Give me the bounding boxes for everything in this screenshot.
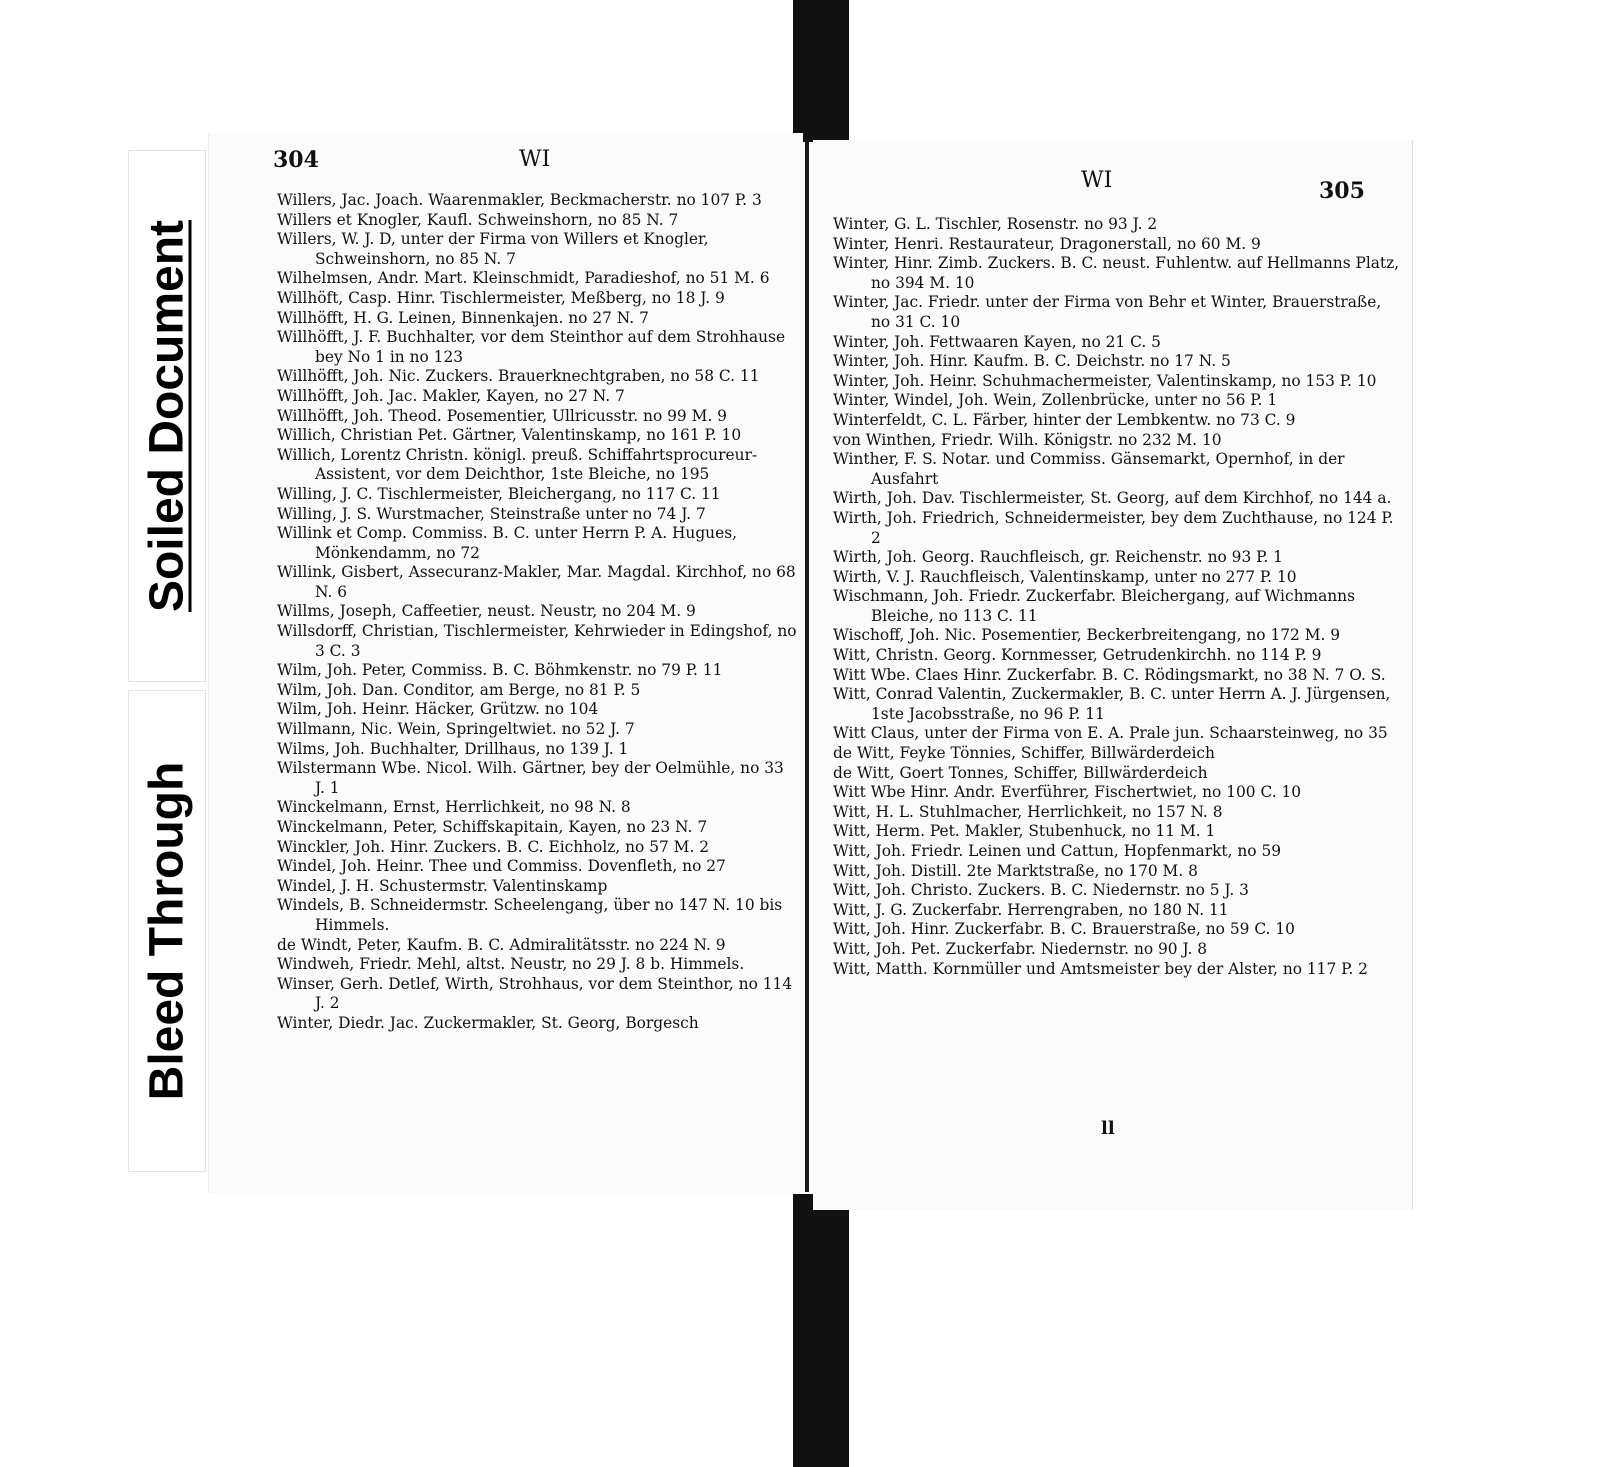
directory-entry: Willhöfft, J. F. Buchhalter, vor dem Steinthor auf dem Strohhause bey No 1 in no 123 xyxy=(277,328,786,366)
page-gutter xyxy=(805,140,809,1192)
directory-entry: Wilstermann Wbe. Nicol. Wilh. Gärtner, bey der Oelmühle, no 33 J. 1 xyxy=(277,759,784,797)
right-page xyxy=(813,140,1413,1210)
directory-entry: Windel, J. H. Schustermstr. Valentinskamp xyxy=(277,876,608,895)
directory-entry: Witt, Matth. Kornmüller und Amtsmeister bey der Alster, no 117 P. 2 xyxy=(833,959,1368,978)
directory-entry: Winter, Joh. Hinr. Kaufm. B. C. Deichstr. no 17 N. 5 xyxy=(833,352,1231,371)
left-page-number: 304 xyxy=(273,147,319,173)
directory-entry: Wilhelmsen, Andr. Mart. Kleinschmidt, Paradieshof, no 51 M. 6 xyxy=(277,269,770,288)
directory-entry: Wirth, Joh. Dav. Tischlermeister, St. Georg, auf dem Kirchhof, no 144 a. xyxy=(833,489,1392,508)
directory-entry: Willsdorff, Christian, Tischlermeister, Kehrwieder in Edingshof, no 3 C. 3 xyxy=(277,622,797,660)
directory-entry: Wirth, Joh. Friedrich, Schneidermeister, bey dem Zuchthause, no 124 P. 2 xyxy=(833,508,1394,547)
directory-entry: Willers et Knogler, Kaufl. Schweinshorn, no 85 N. 7 xyxy=(277,210,679,229)
directory-entry: Wilm, Joh. Peter, Commiss. B. C. Böhmkenstr. no 79 P. 11 xyxy=(277,661,723,680)
directory-entry: Winther, F. S. Notar. und Commiss. Gänsemarkt, Opernhof, in der Ausfahrt xyxy=(833,450,1345,488)
directory-entry: Winterfeldt, C. L. Färber, hinter der Lembkentw. no 73 C. 9 xyxy=(833,410,1296,429)
directory-entry: Willich, Lorentz Christn. königl. preuß. Schiffahrtsprocureur-Assistent, vor dem Deichthor, 1ste Bleiche, no 195 xyxy=(277,445,758,484)
directory-entry: Willing, J. S. Wurstmacher, Steinstraße unter no 74 J. 7 xyxy=(277,504,706,523)
directory-entry: Winter, Diedr. Jac. Zuckermakler, St. Georg, Borgesch xyxy=(277,1013,699,1032)
directory-entry: Winser, Gerh. Detlef, Wirth, Strohhaus, vor dem Steinthor, no 114 J. 2 xyxy=(277,974,793,1013)
directory-entry: Willhöft, Casp. Hinr. Tischlermeister, Meßberg, no 18 J. 9 xyxy=(277,288,725,307)
directory-entry: Witt, Herm. Pet. Makler, Stubenhuck, no 11 M. 1 xyxy=(833,822,1216,841)
directory-entry: Witt Claus, unter der Firma von E. A. Prale jun. Schaarsteinweg, no 35 xyxy=(833,724,1388,743)
directory-entry: Winter, Hinr. Zimb. Zuckers. B. C. neust. Fuhlentw. auf Hellmanns Platz, no 394 M. 10 xyxy=(833,254,1400,292)
directory-entry: Windweh, Friedr. Mehl, altst. Neustr, no 29 J. 8 b. Himmels. xyxy=(277,955,745,974)
right-entry-list xyxy=(833,215,1405,979)
directory-entry: Witt, Joh. Friedr. Leinen und Cattun, Hopfenmarkt, no 59 xyxy=(833,842,1282,860)
directory-entry: de Windt, Peter, Kaufm. B. C. Admiralitätsstr. no 224 N. 9 xyxy=(277,935,726,954)
binding-tape-bottom xyxy=(793,1194,849,1467)
directory-entry: Willing, J. C. Tischlermeister, Bleichergang, no 117 C. 11 xyxy=(277,484,721,503)
directory-entry: Witt Wbe Hinr. Andr. Everführer, Fischertwiet, no 100 C. 10 xyxy=(833,783,1302,802)
directory-entry: Wilm, Joh. Dan. Conditor, am Berge, no 81 P. 5 xyxy=(277,680,641,699)
directory-entry: Willmann, Nic. Wein, Springeltwiet. no 52 J. 7 xyxy=(277,720,635,739)
directory-entry: Witt, Joh. Christo. Zuckers. B. C. Niedernstr. no 5 J. 3 xyxy=(833,881,1249,900)
directory-entry: Witt, Conrad Valentin, Zuckermakler, B. C. unter Herrn A. J. Jürgensen, 1ste Jacobsstraße, no 96 P. 11 xyxy=(833,685,1391,723)
directory-entry: Winckelmann, Ernst, Herrlichkeit, no 98 N. 8 xyxy=(277,798,631,817)
directory-entry: Winckler, Joh. Hinr. Zuckers. B. C. Eichholz, no 57 M. 2 xyxy=(277,837,710,856)
signature-mark: ll xyxy=(1101,1118,1115,1139)
directory-entry: Willink et Comp. Commiss. B. C. unter Herrn P. A. Hugues, Mönkendamm, no 72 xyxy=(277,524,737,562)
directory-entry: Winter, G. L. Tischler, Rosenstr. no 93 J. 2 xyxy=(833,215,1158,233)
directory-entry: Wischoff, Joh. Nic. Posementier, Beckerbreitengang, no 172 M. 9 xyxy=(833,626,1341,645)
directory-entry: Winckelmann, Peter, Schiffskapitain, Kayen, no 23 N. 7 xyxy=(277,818,708,836)
right-page-header: WI xyxy=(1081,168,1113,193)
directory-entry: von Winthen, Friedr. Wilh. Königstr. no 232 M. 10 xyxy=(833,430,1222,449)
directory-entry: Willms, Joseph, Caffeetier, neust. Neustr, no 204 M. 9 xyxy=(277,602,696,621)
directory-entry: Willink, Gisbert, Assecuranz-Makler, Mar. Magdal. Kirchhof, no 68 N. 6 xyxy=(277,563,796,601)
directory-entry: Witt Wbe. Claes Hinr. Zuckerfabr. B. C. Rödingsmarkt, no 38 N. 7 O. S. xyxy=(833,665,1386,684)
directory-entry: Willhöfft, Joh. Nic. Zuckers. Brauerknechtgraben, no 58 C. 11 xyxy=(277,367,760,386)
directory-entry: Witt, H. L. Stuhlmacher, Herrlichkeit, no 157 N. 8 xyxy=(833,802,1223,821)
directory-entry: Willhöfft, H. G. Leinen, Binnenkajen. no 27 N. 7 xyxy=(277,308,649,327)
directory-entry: Windels, B. Schneidermstr. Scheelengang, über no 147 N. 10 bis Himmels. xyxy=(277,896,783,934)
directory-entry: de Witt, Feyke Tönnies, Schiffer, Billwärderdeich xyxy=(833,744,1215,763)
directory-entry: Wirth, V. J. Rauchfleisch, Valentinskamp, unter no 277 P. 10 xyxy=(833,567,1297,586)
left-page-header: WI xyxy=(519,147,551,172)
directory-entry: Winter, Jac. Friedr. unter der Firma von Behr et Winter, Brauerstraße, no 31 C. 10 xyxy=(833,293,1382,331)
directory-entry: Willich, Christian Pet. Gärtner, Valentinskamp, no 161 P. 10 xyxy=(277,426,742,445)
directory-entry: Wilm, Joh. Heinr. Häcker, Grützw. no 104 xyxy=(277,700,599,719)
directory-entry: Winter, Windel, Joh. Wein, Zollenbrücke, unter no 56 P. 1 xyxy=(833,391,1278,410)
document-condition-stamp xyxy=(128,150,206,1172)
left-page xyxy=(208,133,803,1193)
directory-entry: Witt, Joh. Distill. 2te Marktstraße, no 170 M. 8 xyxy=(833,861,1198,880)
directory-entry: Wischmann, Joh. Friedr. Zuckerfabr. Bleichergang, auf Wichmanns Bleiche, no 113 C. 11 xyxy=(833,587,1355,625)
right-page-number: 305 xyxy=(1319,178,1365,204)
directory-entry: Willers, Jac. Joach. Waarenmakler, Beckmacherstr. no 107 P. 3 xyxy=(277,191,762,209)
stamp-soiled-document: Soiled Document xyxy=(140,219,194,613)
directory-entry: Witt, Joh. Hinr. Zuckerfabr. B. C. Brauerstraße, no 59 C. 10 xyxy=(833,920,1295,939)
directory-entry: Willhöfft, Joh. Theod. Posementier, Ullricusstr. no 99 M. 9 xyxy=(277,406,727,425)
directory-entry: Winter, Joh. Heinr. Schuhmachermeister, Valentinskamp, no 153 P. 10 xyxy=(833,371,1377,390)
directory-entry: Wilms, Joh. Buchhalter, Drillhaus, no 139 J. 1 xyxy=(277,739,629,758)
directory-entry: Willhöfft, Joh. Jac. Makler, Kayen, no 27 N. 7 xyxy=(277,386,625,405)
directory-entry: Witt, J. G. Zuckerfabr. Herrengraben, no 180 N. 11 xyxy=(833,900,1229,919)
stamp-bleed-box xyxy=(128,690,206,1172)
binding-tape-top xyxy=(793,0,849,142)
directory-entry: Witt, Joh. Pet. Zuckerfabr. Niedernstr. no 90 J. 8 xyxy=(833,939,1208,958)
directory-entry: de Witt, Goert Tonnes, Schiffer, Billwärderdeich xyxy=(833,763,1208,782)
directory-entry: Wirth, Joh. Georg. Rauchfleisch, gr. Reichenstr. no 93 P. 1 xyxy=(833,548,1283,567)
directory-entry: Windel, Joh. Heinr. Thee und Commiss. Dovenfleth, no 27 xyxy=(277,857,726,876)
directory-entry: Winter, Joh. Fettwaaren Kayen, no 21 C. 5 xyxy=(833,332,1161,351)
directory-entry: Willers, W. J. D, unter der Firma von Willers et Knogler, Schweinshorn, no 85 N. 7 xyxy=(277,230,709,268)
stamp-bleed-through: Bleed Through xyxy=(140,761,194,1101)
left-entry-list xyxy=(277,191,797,1034)
directory-entry: Winter, Henri. Restaurateur, Dragonerstall, no 60 M. 9 xyxy=(833,234,1261,253)
directory-entry: Witt, Christn. Georg. Kornmesser, Getrudenkirchh. no 114 P. 9 xyxy=(833,646,1322,665)
stamp-soiled-box xyxy=(128,150,206,682)
